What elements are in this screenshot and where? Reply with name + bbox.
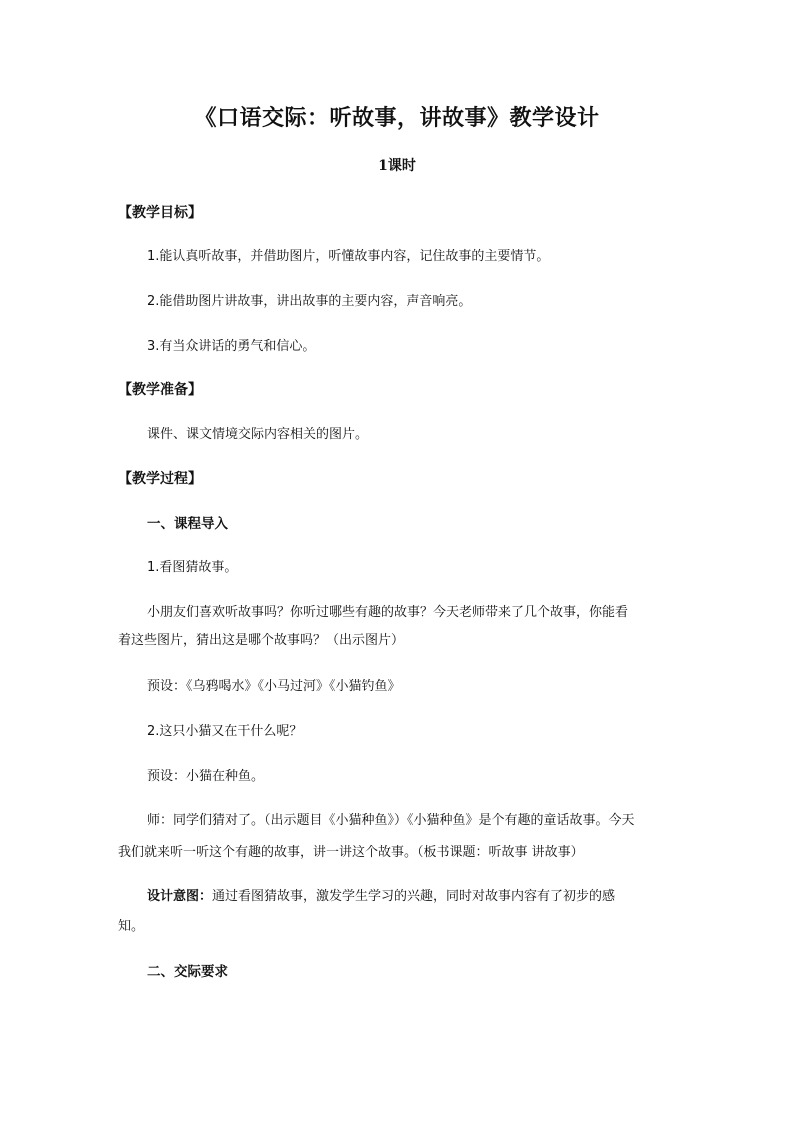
- teacher-line1: 师：同学们猜对了。（出示题目《小猫种鱼》）《小猫种鱼》是个有趣的童话故事。今天: [147, 813, 635, 828]
- process-heading: 【教学过程】: [118, 471, 202, 487]
- teacher-line2: 我们就来听一听这个有趣的故事，讲一讲这个故事。（板书课题：听故事 讲故事）: [118, 845, 584, 860]
- design-intent-line2: 知。: [118, 919, 145, 934]
- part1-preset2: 预设：小猫在种鱼。: [147, 769, 265, 784]
- preparation-heading: 【教学准备】: [118, 382, 202, 398]
- part1-paragraph-line2: 着这些图片，猜出这是哪个故事吗？（出示图片）: [118, 633, 405, 648]
- objective-item-3: 3.有当众讲话的勇气和信心。: [147, 339, 316, 354]
- objective-item-2: 2.能借助图片讲故事，讲出故事的主要内容，声音响亮。: [147, 294, 472, 309]
- objectives-heading: 【教学目标】: [118, 205, 202, 221]
- design-intent-label: 设计意图：: [147, 889, 213, 904]
- preparation-text: 课件、课文情境交际内容相关的图片。: [147, 427, 369, 442]
- document-title: 《口语交际：听故事，讲故事》教学设计: [194, 105, 600, 131]
- objective-item-1: 1.能认真听故事，并借助图片，听懂故事内容，记住故事的主要情节。: [147, 249, 550, 264]
- design-intent-line1: [147, 887, 717, 907]
- design-intent-text: 通过看图猜故事，激发学生学习的兴趣，同时对故事内容有了初步的感: [212, 889, 616, 904]
- part2-heading: 二、交际要求: [147, 964, 228, 980]
- part1-heading: 一、课程导入: [147, 516, 228, 532]
- part1-paragraph-line1: 小朋友们喜欢听故事吗？你听过哪些有趣的故事？今天老师带来了几个故事，你能看: [147, 605, 629, 620]
- part1-step2: 2.这只小猫又在干什么呢？: [147, 724, 303, 739]
- part1-preset1: 预设：《乌鸦喝水》《小马过河》《小猫钓鱼》: [147, 679, 401, 694]
- lesson-duration: 1课时: [378, 158, 416, 174]
- part1-step1: 1.看图猜故事。: [147, 560, 238, 575]
